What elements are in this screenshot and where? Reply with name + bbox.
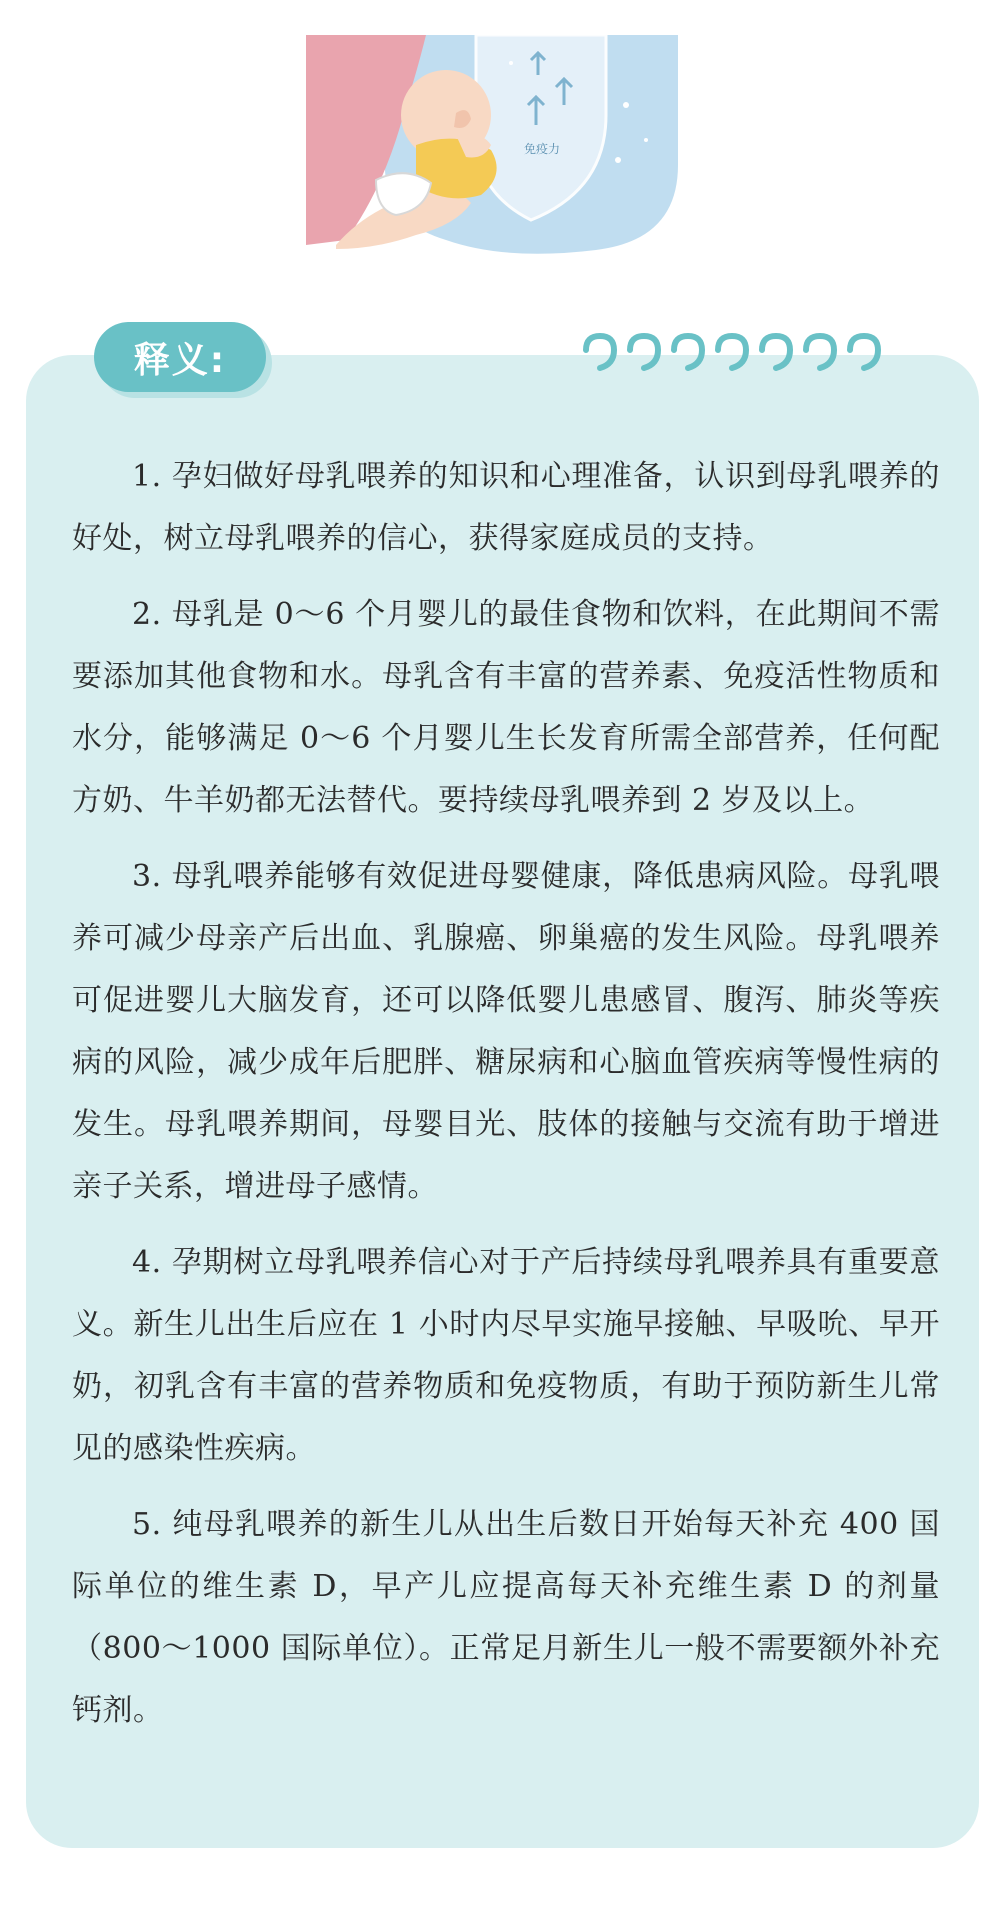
paragraph-5: 5. 纯母乳喂养的新生儿从出生后数日开始每天补充 400 国际单位的维生素 D，早产儿应提高每天补充维生素 D 的剂量（800～1000 国际单位）。正常足月新生儿一般不需要额外补充钙剂。 [72,1507,940,1728]
explanation-content [72,446,940,1756]
hook-3 [674,336,702,368]
paragraph-3: 3. 母乳喂养能够有效促进母婴健康，降低患病风险。母乳喂养可减少母亲产后出血、乳腺癌、卵巢癌的发生风险。母乳喂养可促进婴儿大脑发育，还可以降低婴儿患感冒、腹泻、肺炎等疾病的风险，减少成年后肥胖、糖尿病和心脑血管疾病等慢性病的发生。母乳喂养期间，母婴目光、肢体的接触与交流有助于增进亲子关系，增进母子感情。 [72,859,940,1204]
hook-2 [630,336,658,368]
immunity-label: 免疫力 [524,142,561,156]
section-title-tab [94,322,266,392]
hook-5 [762,336,790,368]
section-title: 释义: [133,339,227,381]
hook-4 [718,336,746,368]
hook-1 [586,336,614,368]
hook-6 [806,336,834,368]
hook-7 [850,336,878,368]
paragraph-2: 2. 母乳是 0～6 个月婴儿的最佳食物和饮料，在此期间不需要添加其他食物和水。母乳含有丰富的营养素、免疫活性物质和水分，能够满足 0～6 个月婴儿生长发育所需全部营养，任何配方奶、牛羊奶都无法替代。要持续母乳喂养到 2 岁及以上。 [72,597,940,818]
breastfeeding-illustration [306,35,678,257]
decorative-hooks [578,328,908,384]
paragraph-4: 4. 孕期树立母乳喂养信心对于产后持续母乳喂养具有重要意义。新生儿出生后应在 1 小时内尽早实施早接触、早吸吮、早开奶，初乳含有丰富的营养物质和免疫物质，有助于预防新生儿常见的感染性疾病。 [72,1245,940,1466]
paragraph-1: 1. 孕妇做好母乳喂养的知识和心理准备，认识到母乳喂养的好处，树立母乳喂养的信心，获得家庭成员的支持。 [72,459,940,556]
